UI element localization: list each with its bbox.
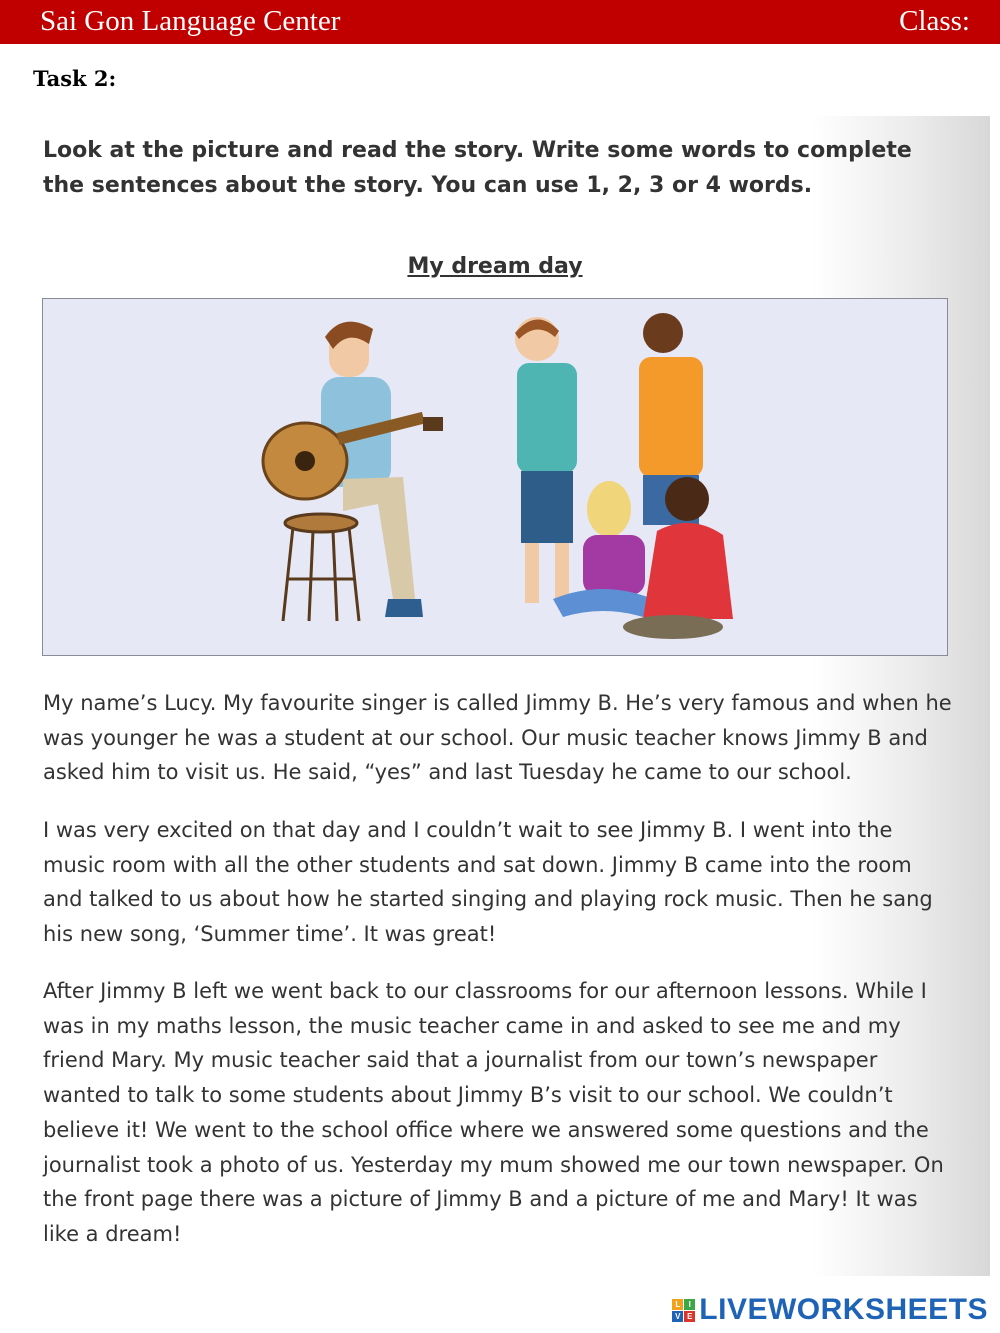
logo-text: LIVEWORKSHEETS [699, 1293, 988, 1326]
class-label: Class: [899, 5, 970, 37]
liveworksheets-logo[interactable] [672, 1290, 988, 1330]
illustration-drawing [43, 299, 947, 655]
logo-badge-icon [672, 1299, 695, 1322]
story-illustration [42, 298, 948, 656]
badge-letter: L [672, 1299, 683, 1310]
story-paragraph-3: After Jimmy B left we went back to our classrooms for our afternoon lessons. While I was in my maths lesson, the music teacher came in and asked to see me and my friend Mary. My music teacher said that a journalist from our town’s newspaper wanted to talk to some students about Jimmy B’s visit to our school. We couldn’t believe it! We went to the school office where we answered some questions and the journalist took a photo of us. Yesterday my mum showed me our town newspaper. On the front page there was a picture of Jimmy B and a picture of me and Mary! It was like a dream! [43, 979, 944, 1246]
badge-letter: V [672, 1311, 683, 1322]
story-paragraph-1: My name’s Lucy. My favourite singer is called Jimmy B. He’s very famous and when he was younger he was a student at our school. Our music teacher knows Jimmy B and asked him to visit us. He said, “yes” and last Tuesday he came to our school. [43, 691, 952, 785]
instructions: Look at the picture and read the story. Write some words to complete the sentences about the story. You can use 1, 2, 3 or 4 words. [43, 138, 912, 198]
header-bar [0, 0, 1000, 44]
story-paragraph-2: I was very excited on that day and I couldn’t wait to see Jimmy B. I went into the music room with all the other students and sat down. Jimmy B came into the room and talked to us about how he started singing and playing rock music. Then he sang his new song, ‘Summer time’. It was great! [43, 818, 933, 947]
badge-letter: I [684, 1299, 695, 1310]
task-label: Task 2: [33, 66, 117, 91]
story-title: My dream day [407, 254, 583, 279]
center-name: Sai Gon Language Center [40, 5, 341, 37]
badge-letter: E [684, 1311, 695, 1322]
